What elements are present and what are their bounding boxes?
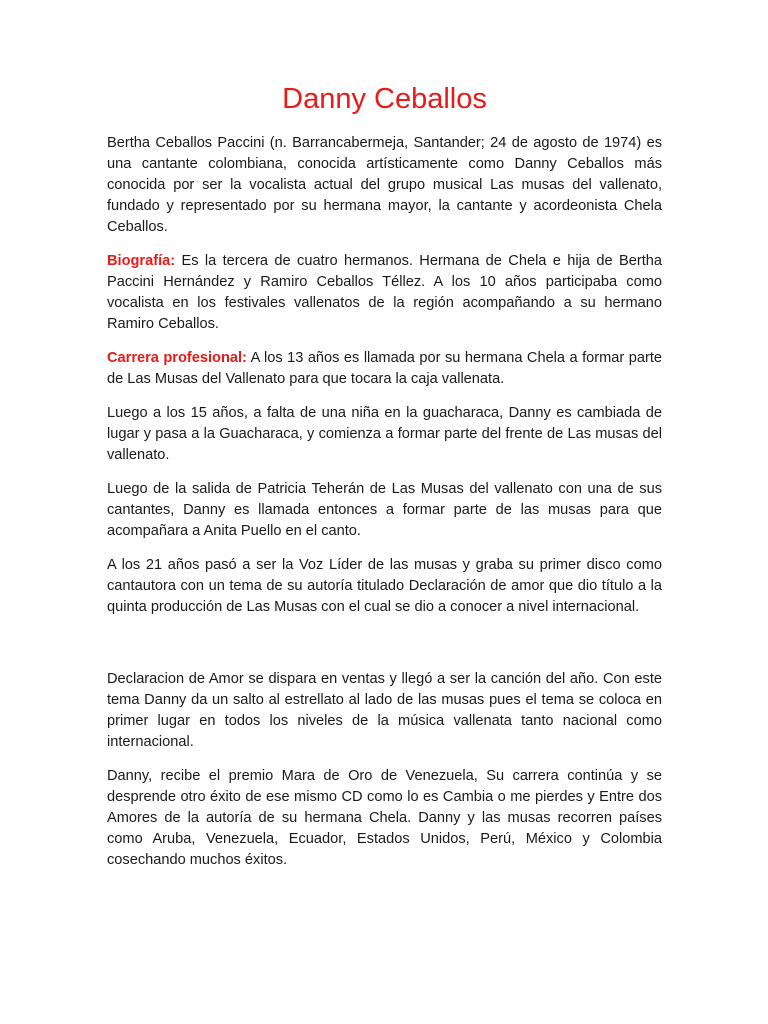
career-text: A los 13 años es llamada por su hermana Chela a formar parte de Las Musas del Vallenato para que tocara la caja vallenata. [107,349,662,387]
lead-voice-paragraph: A los 21 años pasó a ser la Voz Líder de las musas y graba su primer disco como cantautora con un tema de su autoría titulado Declaración de amor que dio título a la quinta producción de Las Musas con el cual se dio a conocer a nivel internacional. [107,556,662,615]
declaracion-paragraph: Declaracion de Amor se dispara en ventas y llegó a ser la canción del año. Con este tema Danny da un salto al estrellato al lado de las musas pues el tema se coloca en primer lugar en todos los niveles de la música vallenata tanto nacional como internacional. [107,670,662,750]
teheran-departure-paragraph: Luego de la salida de Patricia Teherán de Las Musas del vallenato con una de sus cantantes, Danny es llamada entonces a formar parte de las musas para que acompañara a Anita Puello en el canto. [107,480,662,539]
career-paragraph [107,348,662,390]
intro-paragraph: Bertha Ceballos Paccini (n. Barrancabermeja, Santander; 24 de agosto de 1974) es una cantante colombiana, conocida artísticamente como Danny Ceballos más conocida por ser la vocalista actual del grupo musical Las musas del vallenato, fundado y representado por su hermana mayor, la cantante y acordeonista Chela Ceballos. [107,134,662,235]
paragraph-gap [107,631,662,669]
biography-text: Es la tercera de cuatro hermanos. Hermana de Chela e hija de Bertha Paccini Hernández y Ramiro Ceballos Téllez. A los 10 años participaba como vocalista en los festivales vallenatos de la región acompañando a su hermano Ramiro Ceballos. [107,252,662,332]
award-paragraph: Danny, recibe el premio Mara de Oro de Venezuela, Su carrera continúa y se desprende otro éxito de ese mismo CD como lo es Cambia o me pierdes y Entre dos Amores de la autoría de su hermana Chela. Danny y las musas recorren países como Aruba, Venezuela, Ecuador, Estados Unidos, Perú, México y Colombia cosechando muchos éxitos. [107,767,662,868]
guacharaca-paragraph: Luego a los 15 años, a falta de una niña en la guacharaca, Danny es cambiada de lugar y pasa a la Guacharaca, y comienza a formar parte del frente de Las musas del vallenato. [107,404,662,463]
page-title: Danny Ceballos [282,83,487,115]
document-page [107,82,662,884]
biography-paragraph [107,251,662,335]
career-label: Carrera profesional: [107,349,247,366]
biography-label: Biografía: [107,252,176,269]
